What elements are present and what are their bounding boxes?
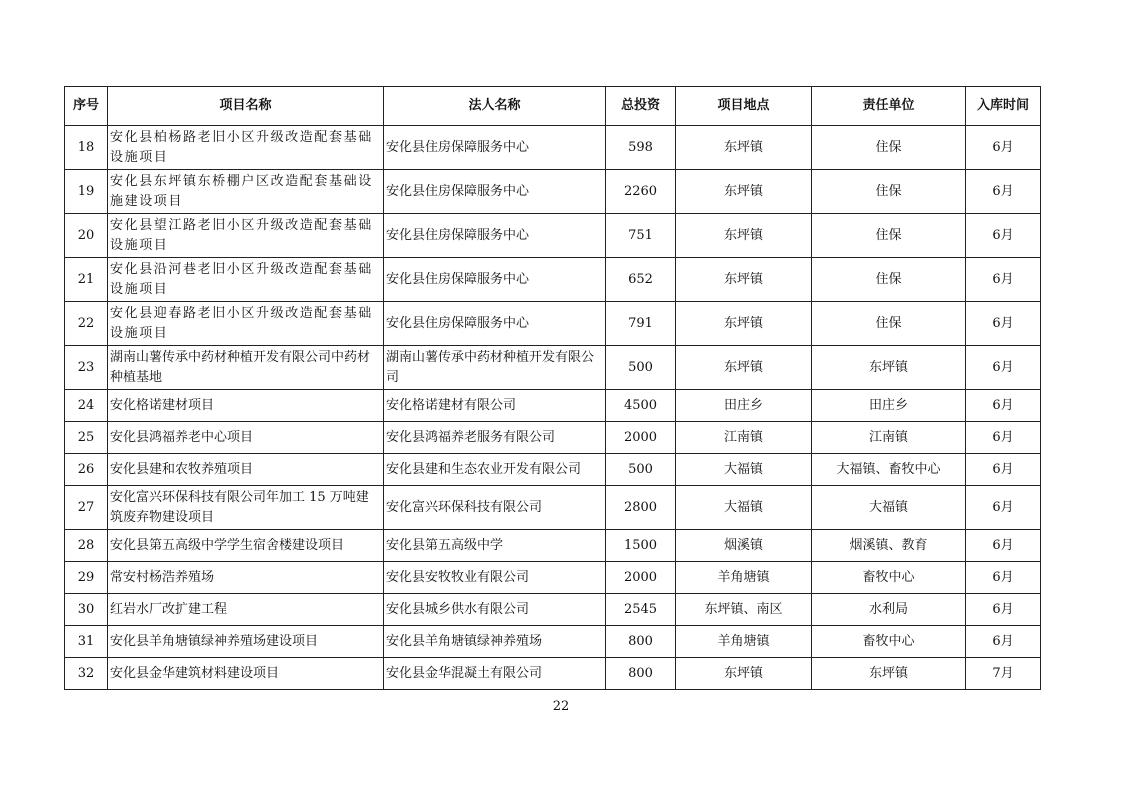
- cell-responsible-unit: 住保: [812, 214, 966, 258]
- cell-location: 东坪镇: [676, 126, 812, 170]
- table-row: [65, 658, 1041, 690]
- cell-legal-entity: 安化县住房保障服务中心: [384, 258, 606, 302]
- table-row: [65, 594, 1041, 626]
- project-table-container: [64, 86, 1040, 690]
- cell-total-investment: 598: [606, 126, 676, 170]
- cell-no: 29: [65, 562, 108, 594]
- table-row: [65, 454, 1041, 486]
- table-row: [65, 302, 1041, 346]
- cell-project-name: 安化县迎春路老旧小区升级改造配套基础设施项目: [108, 302, 384, 346]
- cell-entry-time: 6月: [966, 302, 1041, 346]
- cell-responsible-unit: 住保: [812, 302, 966, 346]
- cell-entry-time: 6月: [966, 422, 1041, 454]
- cell-legal-entity: 安化格诺建材有限公司: [384, 390, 606, 422]
- cell-project-name: 安化县沿河巷老旧小区升级改造配套基础设施项目: [108, 258, 384, 302]
- cell-total-investment: 2800: [606, 486, 676, 530]
- cell-no: 25: [65, 422, 108, 454]
- table-row: [65, 346, 1041, 390]
- header-responsible-unit: 责任单位: [812, 87, 966, 126]
- cell-total-investment: 2000: [606, 422, 676, 454]
- table-row: [65, 626, 1041, 658]
- cell-total-investment: 800: [606, 658, 676, 690]
- cell-total-investment: 791: [606, 302, 676, 346]
- cell-total-investment: 800: [606, 626, 676, 658]
- cell-total-investment: 652: [606, 258, 676, 302]
- cell-legal-entity: 安化县住房保障服务中心: [384, 214, 606, 258]
- cell-responsible-unit: 田庄乡: [812, 390, 966, 422]
- page-number: 22: [552, 699, 570, 714]
- cell-entry-time: 6月: [966, 562, 1041, 594]
- cell-project-name: 安化富兴环保科技有限公司年加工 15 万吨建筑废弃物建设项目: [108, 486, 384, 530]
- cell-no: 23: [65, 346, 108, 390]
- cell-project-name: 安化格诺建材项目: [108, 390, 384, 422]
- cell-location: 东坪镇、南区: [676, 594, 812, 626]
- cell-location: 东坪镇: [676, 214, 812, 258]
- project-table: [64, 86, 1041, 690]
- cell-project-name: 安化县建和农牧养殖项目: [108, 454, 384, 486]
- table-row: [65, 126, 1041, 170]
- cell-legal-entity: 安化县住房保障服务中心: [384, 126, 606, 170]
- cell-total-investment: 2545: [606, 594, 676, 626]
- header-location: 项目地点: [676, 87, 812, 126]
- cell-responsible-unit: 水利局: [812, 594, 966, 626]
- cell-legal-entity: 湖南山薯传承中药材种植开发有限公司: [384, 346, 606, 390]
- cell-location: 大福镇: [676, 486, 812, 530]
- cell-location: 东坪镇: [676, 258, 812, 302]
- table-row: [65, 562, 1041, 594]
- table-row: [65, 214, 1041, 258]
- cell-project-name: 安化县望江路老旧小区升级改造配套基础设施项目: [108, 214, 384, 258]
- cell-legal-entity: 安化县住房保障服务中心: [384, 302, 606, 346]
- cell-legal-entity: 安化县建和生态农业开发有限公司: [384, 454, 606, 486]
- cell-entry-time: 6月: [966, 390, 1041, 422]
- cell-project-name: 常安村杨浩养殖场: [108, 562, 384, 594]
- cell-no: 28: [65, 530, 108, 562]
- cell-no: 24: [65, 390, 108, 422]
- table-row: [65, 258, 1041, 302]
- cell-location: 田庄乡: [676, 390, 812, 422]
- cell-responsible-unit: 住保: [812, 258, 966, 302]
- cell-total-investment: 4500: [606, 390, 676, 422]
- cell-location: 烟溪镇: [676, 530, 812, 562]
- cell-project-name: 安化县第五高级中学学生宿舍楼建设项目: [108, 530, 384, 562]
- cell-entry-time: 6月: [966, 594, 1041, 626]
- cell-responsible-unit: 东坪镇: [812, 346, 966, 390]
- cell-entry-time: 6月: [966, 346, 1041, 390]
- cell-total-investment: 500: [606, 454, 676, 486]
- cell-legal-entity: 安化县安牧牧业有限公司: [384, 562, 606, 594]
- header-no: 序号: [65, 87, 108, 126]
- cell-no: 30: [65, 594, 108, 626]
- cell-entry-time: 6月: [966, 626, 1041, 658]
- header-entry-time: 入库时间: [966, 87, 1041, 126]
- cell-responsible-unit: 烟溪镇、教育: [812, 530, 966, 562]
- cell-legal-entity: 安化县住房保障服务中心: [384, 170, 606, 214]
- cell-responsible-unit: 大福镇、畜牧中心: [812, 454, 966, 486]
- cell-legal-entity: 安化县鸿福养老服务有限公司: [384, 422, 606, 454]
- cell-no: 19: [65, 170, 108, 214]
- cell-entry-time: 6月: [966, 530, 1041, 562]
- cell-project-name: 红岩水厂改扩建工程: [108, 594, 384, 626]
- cell-responsible-unit: 江南镇: [812, 422, 966, 454]
- cell-legal-entity: 安化富兴环保科技有限公司: [384, 486, 606, 530]
- cell-no: 21: [65, 258, 108, 302]
- cell-no: 20: [65, 214, 108, 258]
- cell-legal-entity: 安化县金华混凝土有限公司: [384, 658, 606, 690]
- cell-project-name: 安化县鸿福养老中心项目: [108, 422, 384, 454]
- table-row: [65, 390, 1041, 422]
- cell-entry-time: 6月: [966, 258, 1041, 302]
- cell-entry-time: 6月: [966, 486, 1041, 530]
- cell-location: 大福镇: [676, 454, 812, 486]
- cell-responsible-unit: 畜牧中心: [812, 562, 966, 594]
- cell-no: 27: [65, 486, 108, 530]
- cell-entry-time: 6月: [966, 214, 1041, 258]
- cell-total-investment: 500: [606, 346, 676, 390]
- cell-responsible-unit: 大福镇: [812, 486, 966, 530]
- cell-entry-time: 7月: [966, 658, 1041, 690]
- cell-total-investment: 2260: [606, 170, 676, 214]
- table-row: [65, 486, 1041, 530]
- cell-no: 18: [65, 126, 108, 170]
- cell-legal-entity: 安化县城乡供水有限公司: [384, 594, 606, 626]
- cell-no: 32: [65, 658, 108, 690]
- cell-location: 东坪镇: [676, 346, 812, 390]
- header-total-investment: 总投资: [606, 87, 676, 126]
- cell-entry-time: 6月: [966, 126, 1041, 170]
- cell-location: 江南镇: [676, 422, 812, 454]
- cell-no: 22: [65, 302, 108, 346]
- cell-total-investment: 751: [606, 214, 676, 258]
- cell-no: 31: [65, 626, 108, 658]
- cell-location: 东坪镇: [676, 302, 812, 346]
- table-row: [65, 170, 1041, 214]
- cell-responsible-unit: 畜牧中心: [812, 626, 966, 658]
- cell-responsible-unit: 东坪镇: [812, 658, 966, 690]
- cell-location: 羊角塘镇: [676, 562, 812, 594]
- cell-entry-time: 6月: [966, 454, 1041, 486]
- cell-total-investment: 1500: [606, 530, 676, 562]
- cell-project-name: 安化县羊角塘镇绿神养殖场建设项目: [108, 626, 384, 658]
- table-header-row: [65, 87, 1041, 126]
- cell-location: 东坪镇: [676, 658, 812, 690]
- cell-project-name: 湖南山薯传承中药材种植开发有限公司中药材种植基地: [108, 346, 384, 390]
- cell-legal-entity: 安化县羊角塘镇绿神养殖场: [384, 626, 606, 658]
- cell-project-name: 安化县东坪镇东桥棚户区改造配套基础设施建设项目: [108, 170, 384, 214]
- cell-legal-entity: 安化县第五高级中学: [384, 530, 606, 562]
- cell-responsible-unit: 住保: [812, 170, 966, 214]
- cell-total-investment: 2000: [606, 562, 676, 594]
- cell-project-name: 安化县柏杨路老旧小区升级改造配套基础设施项目: [108, 126, 384, 170]
- table-row: [65, 530, 1041, 562]
- cell-location: 东坪镇: [676, 170, 812, 214]
- cell-location: 羊角塘镇: [676, 626, 812, 658]
- cell-responsible-unit: 住保: [812, 126, 966, 170]
- table-row: [65, 422, 1041, 454]
- cell-no: 26: [65, 454, 108, 486]
- header-project-name: 项目名称: [108, 87, 384, 126]
- cell-project-name: 安化县金华建筑材料建设项目: [108, 658, 384, 690]
- header-legal-entity: 法人名称: [384, 87, 606, 126]
- cell-entry-time: 6月: [966, 170, 1041, 214]
